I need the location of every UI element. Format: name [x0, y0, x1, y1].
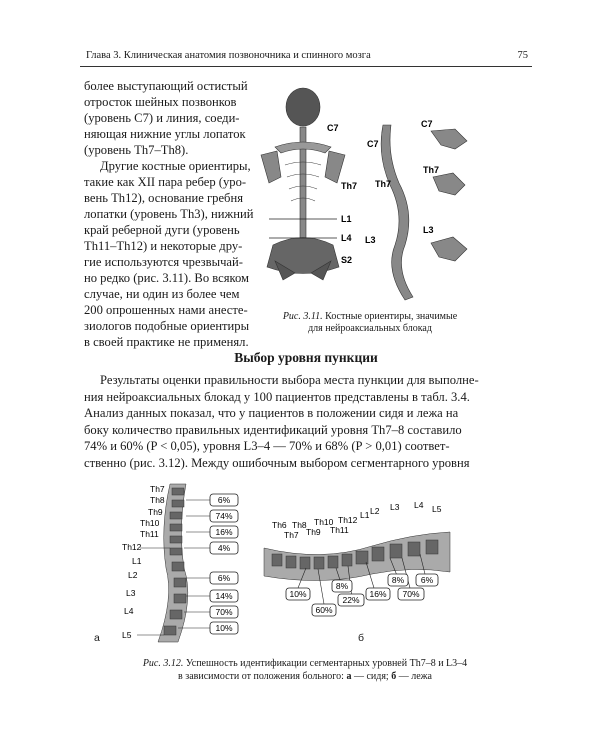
text-line: ния нейроаксиальных блокад у 100 пациентов представлены в табл. 3.4.: [84, 389, 470, 404]
figure-3-12a-sitting: [86, 478, 276, 650]
percentage-boxes-sitting: [210, 494, 238, 634]
percent-label: 6%: [217, 495, 231, 505]
percent-label: 22%: [342, 595, 360, 605]
level-label: Th11: [140, 529, 159, 539]
level-label: Th10: [140, 518, 160, 528]
paragraph-2: [84, 158, 280, 350]
text-line: Другие костные ориентиры,: [100, 159, 251, 173]
text-line: няющая нижние углы лопаток: [84, 127, 246, 141]
level-label: Th6: [272, 520, 287, 530]
label-th7-left: Th7: [341, 181, 358, 191]
caption-text: — сидя;: [351, 671, 392, 682]
text-line: гие используются чрезвычай-: [84, 255, 243, 269]
level-label: L2: [128, 570, 138, 580]
level-label: Th11: [330, 525, 349, 535]
caption-letter-a: а: [346, 671, 352, 682]
text-line: такие как XII пара ребер (уро-: [84, 175, 247, 189]
body-paragraph: [84, 372, 532, 471]
percent-label: 16%: [369, 589, 387, 599]
percent-label: 60%: [315, 605, 333, 615]
label-l3-right: L3: [423, 225, 434, 235]
caption-label: Рис. 3.11.: [282, 311, 323, 322]
percent-label: 8%: [391, 575, 405, 585]
level-label: Th10: [314, 517, 334, 527]
text-line: но редко (рис. 3.11). Во всяком: [84, 271, 250, 285]
text-line: ственно (рис. 3.12). Между ошибочным выбором сегментарного уровня: [84, 455, 470, 470]
percent-label: 6%: [420, 575, 434, 585]
vertebra-details-illustration: [431, 129, 467, 261]
label-l1: L1: [341, 214, 352, 224]
paragraph-1: [84, 78, 280, 158]
caption-line: [270, 311, 470, 323]
label-s2: S2: [341, 255, 353, 265]
percent-label: 10%: [289, 589, 307, 599]
caption-text: Успешность идентификации сегментарных уровней Th7–8 и L3–4: [185, 658, 468, 669]
text-line: 200 опрошенных нами анесте-: [84, 303, 248, 317]
lateral-spine-illustration: [381, 125, 413, 300]
text-line: лопатки (уровень Th3), нижний: [84, 207, 254, 221]
sublabel-a: а: [94, 632, 100, 644]
sublabel-b: б: [358, 632, 365, 644]
label-th7-right: Th7: [423, 165, 440, 175]
level-label: Th7: [284, 530, 299, 540]
level-label: L1: [360, 510, 370, 520]
percent-label: 70%: [215, 607, 233, 617]
level-label: Th12: [122, 542, 142, 552]
label-l4: L4: [341, 233, 352, 243]
percent-label: 70%: [402, 589, 420, 599]
level-label: Th9: [148, 507, 163, 517]
label-c7-right: C7: [421, 119, 433, 129]
percent-label: 8%: [335, 581, 349, 591]
percent-label: 14%: [215, 591, 233, 601]
running-header: [80, 48, 532, 67]
caption-text: Костные ориентиры, значимые: [325, 311, 458, 322]
text-line: в своей практике не применял.: [84, 335, 249, 349]
page-number: 75: [517, 50, 528, 61]
text-line: Анализ данных показал, что у пациентов в положении сидя и лежа на: [84, 406, 459, 420]
text-line: 74% и 60% (P < 0,05), уровня L3–4 — 70% и 68% (P > 0,01) соответ-: [84, 439, 450, 453]
level-label: L4: [414, 502, 424, 510]
text-line: (уровень C7) и линия, соеди-: [84, 111, 240, 125]
level-label: Th8: [292, 520, 307, 530]
text-line: вень Th12), основание гребня: [84, 191, 243, 205]
level-label: L4: [124, 606, 134, 616]
level-label: L1: [132, 556, 142, 566]
figure-3-11-skeleton: [255, 85, 475, 310]
percent-label: 10%: [215, 623, 233, 633]
level-labels-sitting: [122, 484, 165, 640]
posterior-skeleton-illustration: [261, 88, 345, 280]
text-line: (уровень Th7–Th8).: [84, 143, 189, 157]
level-label: L5: [122, 630, 132, 640]
level-label: Th12: [338, 515, 358, 525]
label-th7-mid: Th7: [375, 179, 392, 189]
section-heading: Выбор уровня пункции: [234, 350, 378, 365]
label-l3-mid: L3: [365, 235, 376, 245]
caption-label: Рис. 3.12.: [142, 658, 184, 669]
level-label: L3: [126, 588, 136, 598]
percent-label: 16%: [215, 527, 233, 537]
label-c7-mid: C7: [367, 139, 379, 149]
caption-line: [100, 657, 510, 670]
caption-text: — лежа: [396, 671, 432, 682]
figure-3-11-caption: [270, 311, 470, 335]
text-line: случае, ни один из более чем: [84, 287, 240, 301]
level-label: Th9: [306, 527, 321, 537]
caption-line: для нейроаксиальных блокад: [308, 323, 432, 334]
level-label: Th8: [150, 495, 165, 505]
figure-3-12-caption: [100, 657, 510, 683]
level-label: L3: [390, 502, 400, 512]
text-line: Результаты оценки правильности выбора места пункции для выполне-: [100, 373, 479, 387]
chapter-title: Глава 3. Клиническая анатомия позвоночника и спинного мозга: [86, 50, 371, 61]
figure-3-12b-lying: [262, 502, 452, 652]
percent-label: 6%: [217, 573, 231, 583]
level-label: Th7: [150, 484, 165, 494]
left-column-text: [84, 78, 280, 350]
caption-text: в зависимости от положения больного:: [178, 671, 344, 682]
level-label: L2: [370, 506, 380, 516]
text-line: зиологов подобные ориентиры: [84, 319, 250, 333]
text-line: более выступающий остистый: [84, 79, 248, 93]
level-label: L5: [432, 504, 442, 514]
percent-label: 4%: [217, 543, 231, 553]
text-line: боку количество правильных идентификаций уровня Th7–8 составило: [84, 422, 462, 437]
text-line: Th11–Th12) и некоторые дру-: [84, 239, 243, 253]
percent-label: 74%: [215, 511, 233, 521]
text-line: отросток шейных позвонков: [84, 95, 237, 109]
caption-line: [100, 670, 510, 683]
label-c7-left: C7: [327, 123, 339, 133]
caption-letter-b: б: [391, 671, 397, 682]
text-line: край реберной дуги (уровень: [84, 223, 240, 237]
level-labels-lying: [272, 502, 442, 540]
